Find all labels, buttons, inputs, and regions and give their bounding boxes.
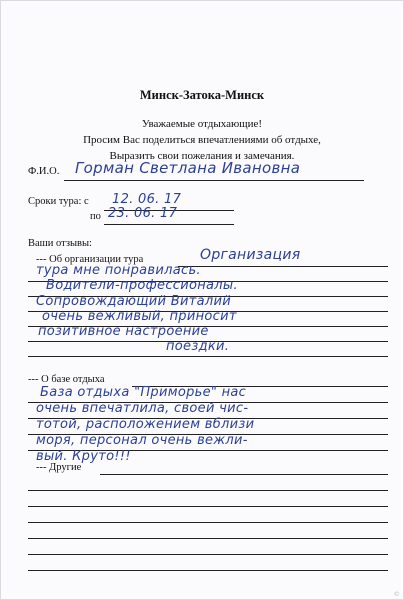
other-line-2 xyxy=(28,490,388,491)
fio-label: Ф.И.О. xyxy=(28,166,60,177)
organization-text-2: тура мне понравилась. xyxy=(36,263,201,278)
base-text-5: вый. Круто!!! xyxy=(36,449,131,464)
organization-text-3: Водители-профессионалы. xyxy=(46,278,238,293)
date-to-line xyxy=(104,224,234,225)
date-to-value: 23. 06. 17 xyxy=(108,206,178,221)
other-line-4 xyxy=(28,522,388,523)
form-title: Минск-Затока-Минск xyxy=(139,88,265,102)
base-text-2: очень впечатлила, своей чис- xyxy=(36,401,249,416)
base-text-3: тотой, расположением вблизи xyxy=(36,417,255,432)
organization-line-7 xyxy=(28,356,388,357)
organization-text-5: очень вежливый, приносит xyxy=(42,309,237,324)
organization-line-1 xyxy=(178,266,388,267)
dates-label: Сроки тура: с xyxy=(28,196,89,207)
greeting: Уважаемые отдыхающие! xyxy=(141,118,263,130)
reviews-label: Ваши отзывы: xyxy=(28,238,92,249)
other-line-5 xyxy=(28,538,388,539)
other-line-3 xyxy=(28,506,388,507)
organization-label: --- Об организации тура xyxy=(36,254,144,265)
other-line-7 xyxy=(28,570,388,571)
dates-to-label: по xyxy=(90,211,101,222)
date-from-value: 12. 06. 17 xyxy=(112,192,182,207)
base-text-4: моря, персонал очень вежли- xyxy=(36,433,248,448)
organization-text-7: поездки. xyxy=(166,339,230,354)
other-label: --- Другие xyxy=(36,462,82,473)
organization-text-4: Сопровождающий Виталий xyxy=(36,294,231,309)
base-label: --- О базе отдыха xyxy=(28,374,105,385)
organization-text-6: позитивное настроение xyxy=(38,324,209,339)
fio-value: Горман Светлана Ивановна xyxy=(75,159,301,177)
request-line-2: Выразить свои пожелания и замечания. xyxy=(109,150,295,162)
base-text-1: База отдыха "Приморье" нас xyxy=(40,385,247,400)
other-line-6 xyxy=(28,554,388,555)
organization-text-1: Организация xyxy=(200,247,301,263)
fio-line xyxy=(64,180,364,181)
request-line-1: Просим Вас поделиться впечатлениями об отдыхе, xyxy=(83,134,321,146)
other-line-1 xyxy=(100,474,388,475)
watermark: © xyxy=(393,590,400,598)
